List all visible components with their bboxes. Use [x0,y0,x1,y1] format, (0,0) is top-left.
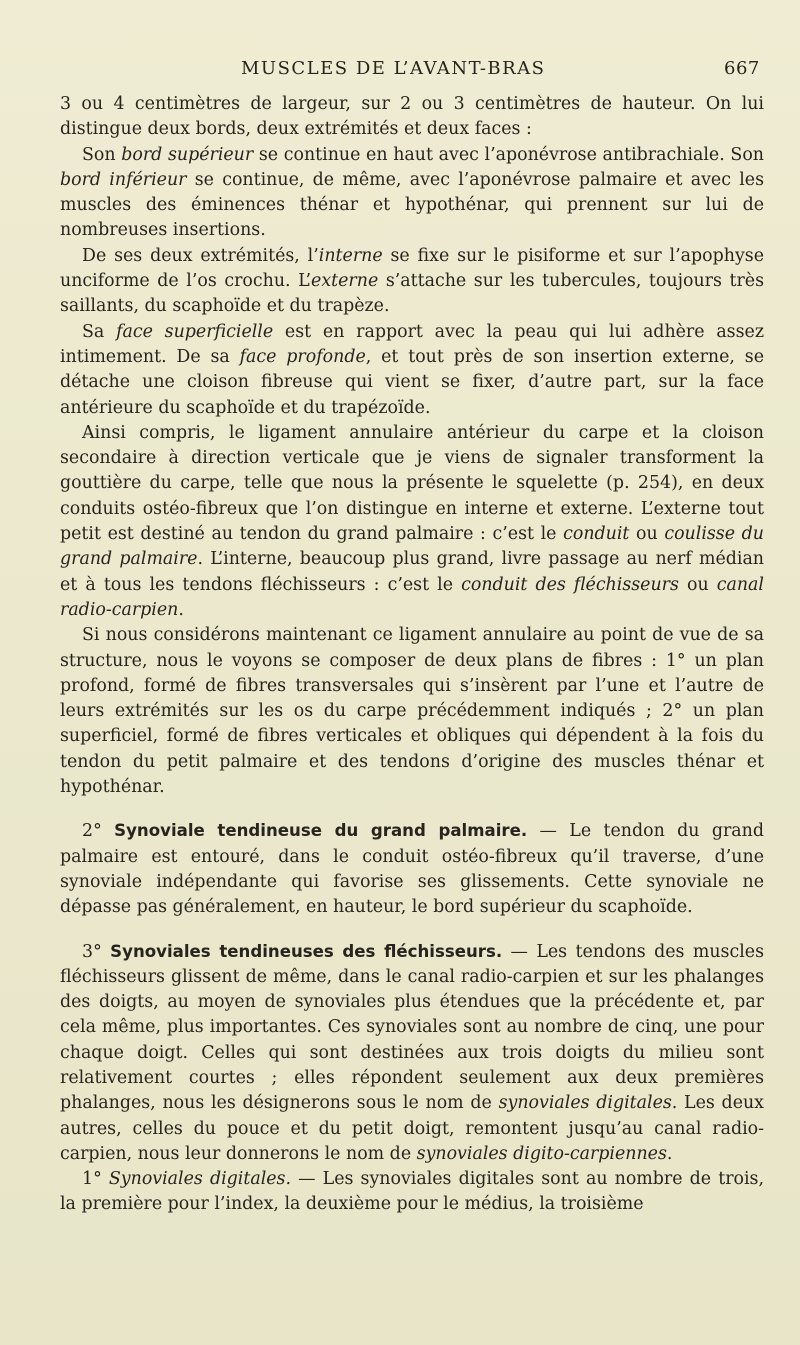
text: — Les synoviales digitales sont au nombre de trois, la première pour l’index, la deuxième pour le médius, la troisième [60,1169,764,1215]
text: Sa [82,321,117,342]
text: se continue, de même, avec l’aponévrose palmaire et avec les muscles des éminences thénar et hypothénar, qui prennent sur lui de nombreuses insertions. [60,169,764,241]
text: ou [629,524,665,545]
running-header [0,58,800,82]
text: s’attache sur les tubercules, toujours très saillants, du scaphoïde et du trapèze. [60,271,764,317]
emphasis: synoviales digitales [498,1093,672,1114]
section-number: 2° [82,821,115,842]
text: . [666,1143,673,1164]
emphasis: bord inférieur [60,169,187,190]
emphasis: canal radio-carpien [60,574,764,620]
text: se fixe sur le pisiforme et sur l’apophyse unciforme de l’os crochu. L’ [60,245,764,292]
text: Ainsi compris, le ligament annulaire antérieur du carpe et la cloison secondaire à direction verticale que je viens de signaler transforment la gouttière du carpe, telle que nous la présente le squelette (p. 254), en deux conduits ostéo-fibreux que l’on distingue en interne et externe. L’externe tout petit est destiné au tendon du grand palmaire : c’est le [60,422,764,545]
text: De ses deux extrémités, l’ [82,245,319,266]
section-synoviales-flechisseurs [60,939,764,1168]
emphasis: interne [318,245,383,266]
emphasis: externe [311,271,379,292]
section-heading: Synoviales tendineuses des fléchisseurs. [110,941,503,961]
text: Si nous considérons maintenant ce ligament annulaire au point de vue de sa structure, nous le voyons se composer de deux plans de fibres : 1° un plan profond, formé de fibres transversales qui s’insèrent par l’une et l’autre de leurs extrémités sur les os du carpe précédemment indiqués ; 2° un plan superficiel, formé de fibres verticales et obliques qui dépendent à la fois du tendon du petit palmaire et des tendons d’origine des muscles thénar et hypothénar. [60,625,764,798]
emphasis: conduit des fléchisseurs [461,574,679,595]
emphasis: face profonde [239,346,366,367]
paragraph-extremites [60,244,764,320]
text: est en rapport avec la peau qui lui adhère assez intimement. De sa [60,321,764,367]
text: — Les tendons des muscles fléchisseurs glissent de même, dans le canal radio-carpien et sur les phalanges des doigts, au moyen de synoviales plus étendues que la précédente et, par cela même, plus importantes. Ces synoviales sont au nombre de cinq, une pour chaque doigt. Celles qui sont destinées aux trois doigts du milieu sont relativement courtes ; elles répondent seulement aux deux premières phalanges, nous les désignerons sous le nom de [60,941,764,1114]
section-heading: Synoviale tendineuse du grand palmaire. [114,821,528,841]
text: 3 ou 4 centimètres de largeur, sur 2 ou 3 centimètres de hauteur. On lui distingue deux bords, deux extrémités et deux faces : [60,94,764,140]
paragraph-ligament [60,421,764,623]
emphasis: face superficielle [116,321,274,342]
text: — Le tendon du grand palmaire est entouré, dans le conduit ostéo-fibreux qu’il traverse, d’une synoviale indépendante qui favorise ses glissements. Cette synoviale ne dépasse pas généralement, en hauteur, le bord supérieur du scaphoïde. [60,821,765,918]
text: ou [678,574,717,595]
subsection-synoviales-digitales [60,1167,764,1218]
paragraph-structure [60,623,764,800]
paragraph-faces [60,320,764,421]
subsection-number: 1° [82,1169,109,1190]
text: se continue en haut avec l’aponévrose antibrachiale. Son [253,144,764,165]
text: . L’interne, beaucoup plus grand, livre passage au nerf médian et à tous les tendons fléchisseurs : c’est le [60,549,765,595]
text: . Les deux autres, celles du pouce et du petit doigt, remontent jusqu’au canal radio-carpien, nous leur donnerons le nom de [60,1093,764,1164]
emphasis: synoviales digito-carpiennes [416,1143,667,1164]
paragraph-bords [60,143,764,244]
emphasis: conduit [563,524,630,545]
subsection-heading: Synoviales digitales. [108,1169,292,1190]
text: . [178,599,184,620]
page-body [60,92,764,1218]
section-number: 3° [82,941,111,962]
text: , et tout près de son insertion externe, se détache une cloison fibreuse qui vient se fixer, d’autre part, sur la face antérieure du scaphoïde et du trapézoïde. [60,346,764,418]
header-title: MUSCLES DE L’AVANT-BRAS [241,58,546,79]
page-number: 667 [724,58,760,79]
emphasis: bord supérieur [121,144,254,165]
emphasis: coulisse du grand palmaire [60,524,764,570]
text: Son [82,144,122,165]
section-synoviale-grand-palmaire [60,818,764,920]
paragraph-intro [60,92,764,143]
